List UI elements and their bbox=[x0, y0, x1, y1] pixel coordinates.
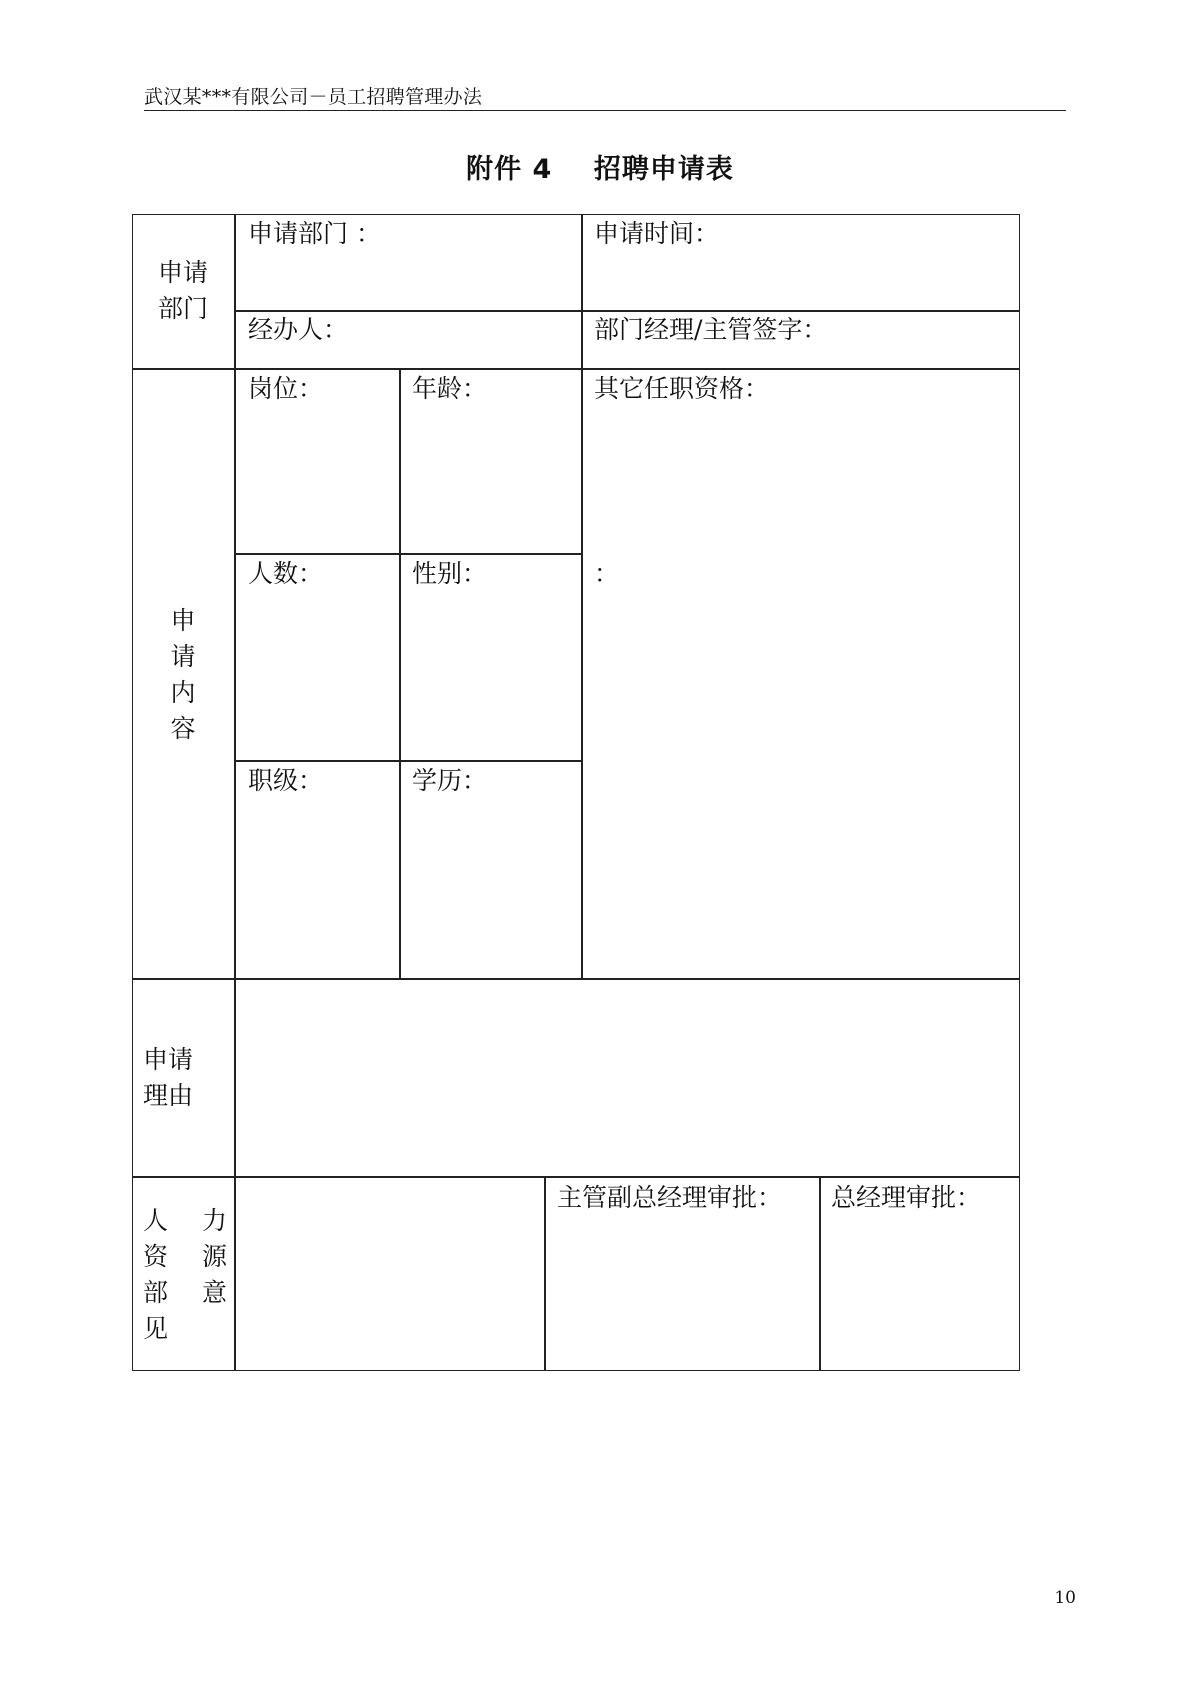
hr-label-char-1: 人 bbox=[143, 1206, 169, 1235]
col-divider-hr-gm bbox=[819, 1176, 821, 1370]
application-time-field-label: 申请时间： bbox=[594, 219, 720, 248]
reason-section-label-line2: 理由 bbox=[143, 1081, 194, 1110]
hr-label-char-4: 源 bbox=[201, 1242, 227, 1271]
gender-field-label: 性别： bbox=[412, 559, 488, 588]
department-section-label-line1: 申请 bbox=[157, 258, 208, 287]
deputy-gm-approval-label: 主管副总经理审批： bbox=[557, 1183, 783, 1212]
row-divider-hr bbox=[133, 1176, 1019, 1178]
content-label-char-1: 申 bbox=[170, 606, 196, 635]
department-section-label-line2: 部门 bbox=[157, 294, 208, 323]
hr-label-char-7: 见 bbox=[143, 1314, 169, 1343]
col-divider-label bbox=[234, 215, 236, 1370]
row-divider-headcount bbox=[235, 553, 581, 555]
education-field-label: 学历： bbox=[412, 766, 488, 795]
headcount-field-label: 人数： bbox=[248, 559, 324, 588]
department-field-label: 申请部门 ： bbox=[248, 219, 381, 248]
col-divider-hr-deputy bbox=[544, 1176, 546, 1370]
grade-field-label: 职级： bbox=[248, 766, 324, 795]
page-header: 武汉某***有限公司－员工招聘管理办法 bbox=[144, 86, 483, 108]
row-divider-handler bbox=[235, 310, 1019, 312]
row-divider-reason bbox=[133, 978, 1019, 980]
handler-field-label: 经办人： bbox=[248, 315, 349, 344]
department-section-label bbox=[147, 255, 219, 327]
content-label-char-4: 容 bbox=[170, 714, 196, 743]
content-section-label bbox=[147, 603, 219, 747]
row-divider-content bbox=[133, 368, 1019, 370]
stray-colon: ： bbox=[594, 559, 620, 588]
reason-section-label-line1: 申请 bbox=[143, 1045, 194, 1074]
gm-approval-label: 总经理审批： bbox=[831, 1183, 982, 1212]
reason-section-label bbox=[143, 1042, 203, 1114]
hr-section-label bbox=[143, 1203, 227, 1347]
manager-signature-field-label: 部门经理/主管签字： bbox=[594, 315, 828, 344]
content-label-char-3: 内 bbox=[170, 678, 196, 707]
other-qualifications-field-label: 其它任职资格： bbox=[594, 374, 770, 403]
hr-label-char-2: 力 bbox=[201, 1206, 227, 1235]
position-field-label: 岗位： bbox=[248, 374, 324, 403]
col-divider-position-age bbox=[399, 368, 401, 979]
hr-label-char-6: 意 bbox=[201, 1278, 227, 1307]
hr-label-char-3: 资 bbox=[143, 1242, 169, 1271]
page-number: 10 bbox=[1054, 1588, 1076, 1608]
content-label-char-2: 请 bbox=[170, 642, 196, 671]
header-rule bbox=[144, 110, 1066, 111]
form-title: 附件 4 招聘申请表 bbox=[466, 154, 734, 185]
hr-label-char-5: 部 bbox=[143, 1278, 169, 1307]
age-field-label: 年龄： bbox=[412, 374, 488, 403]
col-divider-top-middle bbox=[581, 215, 583, 979]
recruitment-application-form bbox=[132, 214, 1020, 1371]
row-divider-grade bbox=[235, 760, 581, 762]
